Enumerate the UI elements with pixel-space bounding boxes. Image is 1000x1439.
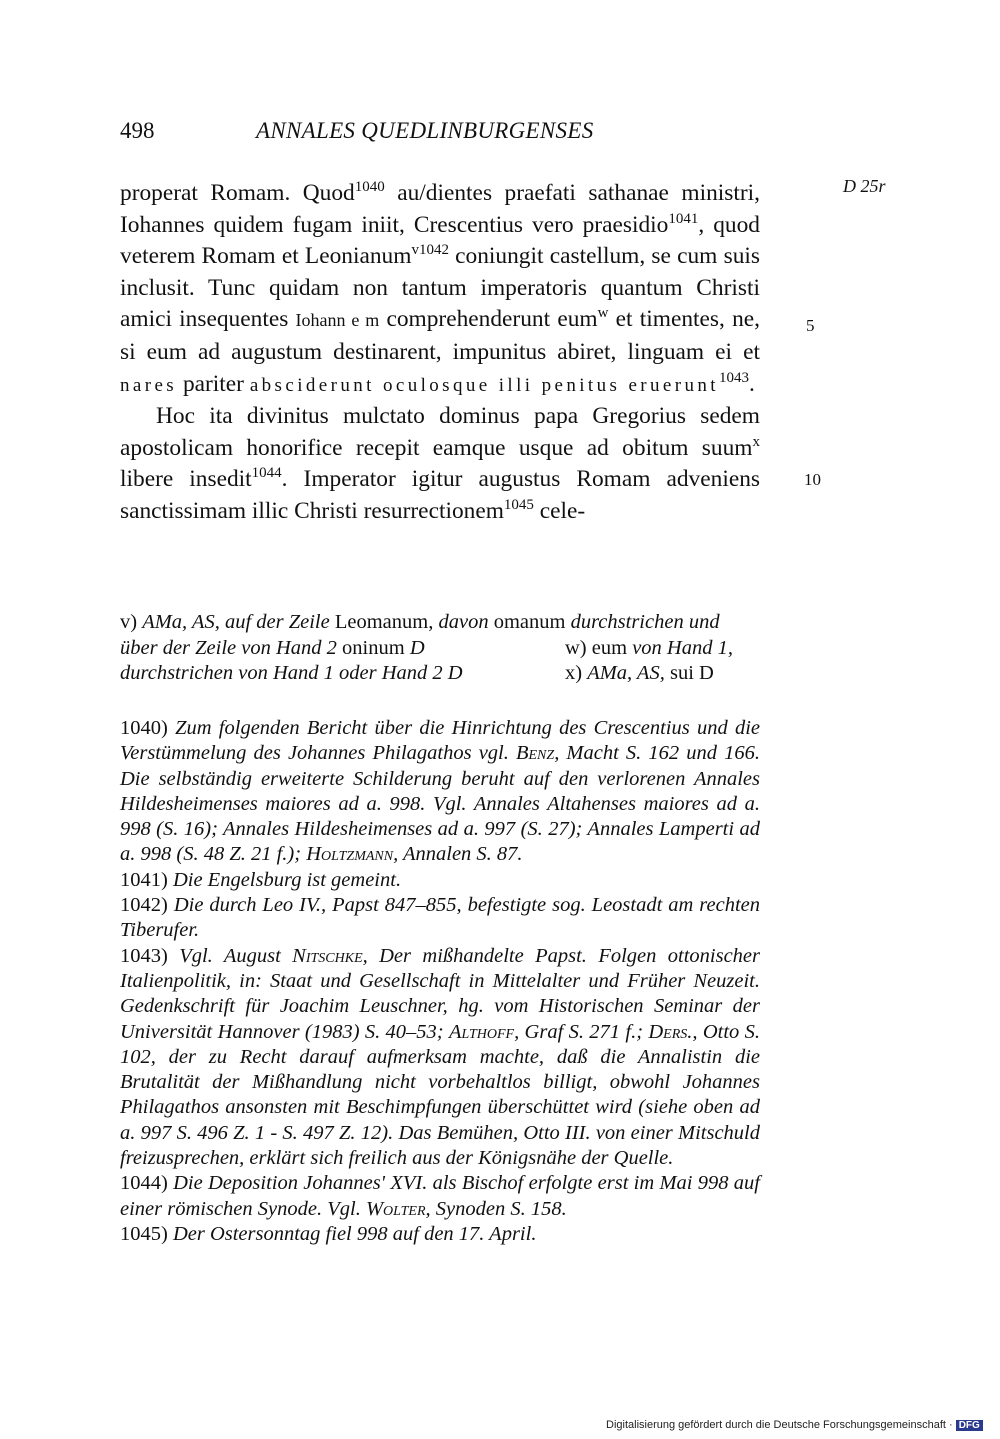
footnote-1043: 1043) Vgl. August Nitschke, Der mißhandelte Papst. Folgen ottonischer Italienpolitik, in: Staat und Gesellschaft in Mittelalter und Früher Neuzeit. Gedenkschrift für Joachim Leuschner, hg. vom Historischen Seminar der Universität Hannover (1983) S. 40–53; Althoff, Graf S. 271 f.; Ders., Otto S. 102, der zu Recht darauf aufmerksam machte, daß die Annalistin die Brutalität der Mißhandlung nicht vorbehaltlos billigt, obwohl Johannes Philagathos ansonsten mit Beschimpfungen überschüttet wird (siehe oben ad a. 997 S. 496 Z. 1 - S. 497 Z. 12). Das Bemühen, Otto III. von einer Mitschuld freizusprechen, erklärt sich freilich aus der Königsnähe der Quelle. <box>120 944 761 1170</box>
digitization-credit: Digitalisierung gefördert durch die Deutsche Forschungsgemeinschaft · DFG <box>606 1419 983 1431</box>
margin-reference: D 25r <box>843 176 886 196</box>
line-number-5: 5 <box>806 316 815 335</box>
paragraph-1: properat Romam. Quod$^{1040}$ au/dientes praefati sathanae ministri, Iohannes quidem fugam iniit, Crescentius vero praesidio$^{1041}$, quod veterem Romam et Leonianum$^{v1042}$ coniungit castellum, se cum suis inclusit. Tunc quidam non tantum imperatoris quantum Christi amici insequentes Iohann e m comprehenderunt eum$^w$ et timentes, ne, si eum ad augustum destinarent, impunitus abiret, linguam ei et nares pariter absciderunt oculosque illi penitus eruerunt$^{1043}$. <box>120 179 760 397</box>
apparatus-line: über der Zeile von Hand 2 oninum D w) eum von Hand 1, <box>120 636 733 659</box>
line-number-10: 10 <box>804 470 821 489</box>
paragraph-2: Hoc ita divinitus mulctato dominus papa Gregorius sedem apostolicam honorifice recepit eamque usque ad obitum suum$^x$ libere insedit$^{1044}$. Imperator igitur augustus Romam adveniens sanctissimam illic Christi resurrectionem$^{1045}$ cele- <box>120 403 760 524</box>
footnote-1041: 1041) Die Engelsburg ist gemeint. <box>120 868 402 891</box>
page-number: 498 <box>120 118 155 143</box>
apparatus-line: v) AMa, AS, auf der Zeile Leomanum, davon omanum durchstrichen und <box>120 611 720 633</box>
footnotes <box>120 716 760 1247</box>
critical-apparatus <box>120 610 760 687</box>
footnote-1042: 1042) Die durch Leo IV., Papst 847–855, befestigte sog. Leostadt am rechten Tiberufer. <box>120 894 761 942</box>
dfg-logo: DFG <box>956 1420 983 1431</box>
page-header <box>120 118 820 152</box>
footnote-1044: 1044) Die Deposition Johannes' XVI. als Bischof erfolgte erst im Mai 998 auf einer römischen Synode. Vgl. Wolter, Synoden S. 158. <box>120 1172 760 1220</box>
running-title: ANNALES QUEDLINBURGENSES <box>256 118 594 143</box>
apparatus-line: durchstrichen von Hand 1 oder Hand 2 D x) AMa, AS, sui D <box>120 662 714 684</box>
footnote-1040: 1040) Zum folgenden Bericht über die Hinrichtung des Crescentius und die Verstümmelung des Johannes Philagathos vgl. Benz, Macht S. 162 und 166. Die selbständig erweiterte Schilderung beruht auf den verlorenen Annales Hildesheimenses maiores ad a. 998. Vgl. Annales Altahenses maiores ad a. 998 (S. 16); Annales Hildesheimenses ad a. 997 (S. 27); Annales Lamperti ad a. 998 (S. 48 Z. 21 f.); Holtzmann, Annalen S. 87. <box>120 717 760 866</box>
main-text <box>120 178 760 528</box>
footnote-1045: 1045) Der Ostersonntag fiel 998 auf den 17. April. <box>120 1222 537 1245</box>
